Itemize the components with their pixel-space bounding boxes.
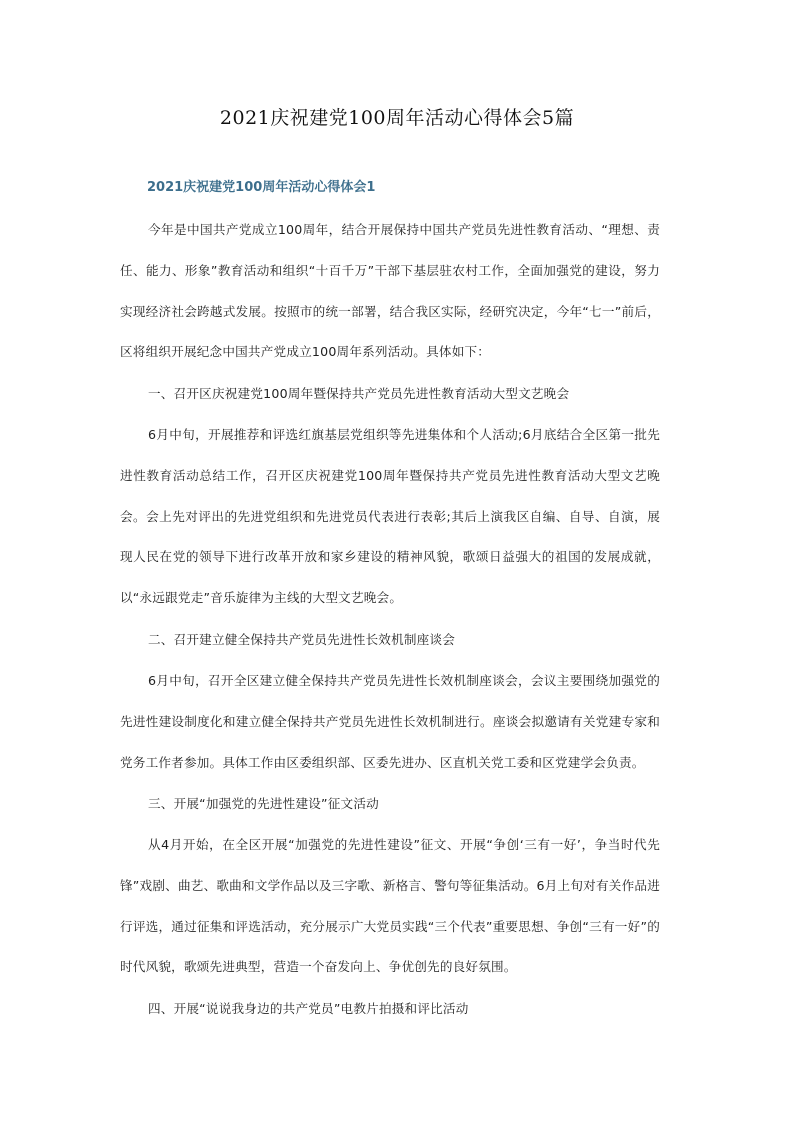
- paragraph-body-1: 6月中旬，开展推荐和评选红旗基层党组织等先进集体和个人活动;6月底结合全区第一批先进性教育活动总结工作，召开区庆祝建党100周年暨保持共产党员先进性教育活动大型文艺晚会。会上先对评出的先进党组织和先进党员代表进行表彰;其后上演我区自编、自导、自演，展现人民在党的领导下进行改革开放和家乡建设的精神风貌，歌颂日益强大的祖国的发展成就，以“永远跟党走”音乐旋律为主线的大型文艺晚会。: [120, 427, 660, 606]
- paragraph-heading-4: 四、开展“说说我身边的共产党员”电教片拍摄和评比活动: [148, 1001, 469, 1016]
- paragraph-body-2: 6月中旬，召开全区建立健全保持共产党员先进性长效机制座谈会，会议主要围绕加强党的先进性建设制度化和建立健全保持共产党员先进性长效机制进行。座谈会拟邀请有关党建专家和党务工作者参加。具体工作由区委组织部、区委先进办、区直机关党工委和区党建学会负责。: [120, 673, 660, 770]
- paragraph-body-3: 从4月开始，在全区开展“加强党的先进性建设”征文、开展“争创‘三有一好’，争当时代先锋”戏剧、曲艺、歌曲和文学作品以及三字歌、新格言、警句等征集活动。6月上旬对有关作品进行评选，通过征集和评选活动，充分展示广大党员实践“三个代表”重要思想、争创“三有一好”的时代风貌，歌颂先进典型，营造一个奋发向上、争优创先的良好氛围。: [120, 837, 660, 975]
- section-heading: 2021庆祝建党100周年活动心得体会1: [147, 180, 376, 195]
- paragraph-heading-2: 二、召开建立健全保持共产党员先进性长效机制座谈会: [148, 632, 456, 647]
- paragraph-heading-3: 三、开展“加强党的先进性建设”征文活动: [148, 796, 379, 811]
- document-title: 2021庆祝建党100周年活动心得体会5篇: [219, 107, 575, 129]
- paragraph-heading-1: 一、召开区庆祝建党100周年暨保持共产党员先进性教育活动大型文艺晚会: [148, 386, 570, 401]
- paragraph-intro: 今年是中国共产党成立100周年，结合开展保持中国共产党员先进性教育活动、“理想、责任、能力、形象”教育活动和组织“十百千万”干部下基层驻农村工作，全面加强党的建设，努力实现经济社会跨越式发展。按照市的统一部署，结合我区实际，经研究决定，今年“七一”前后，区将组织开展纪念中国共产党成立100周年系列活动。具体如下：: [120, 222, 660, 360]
